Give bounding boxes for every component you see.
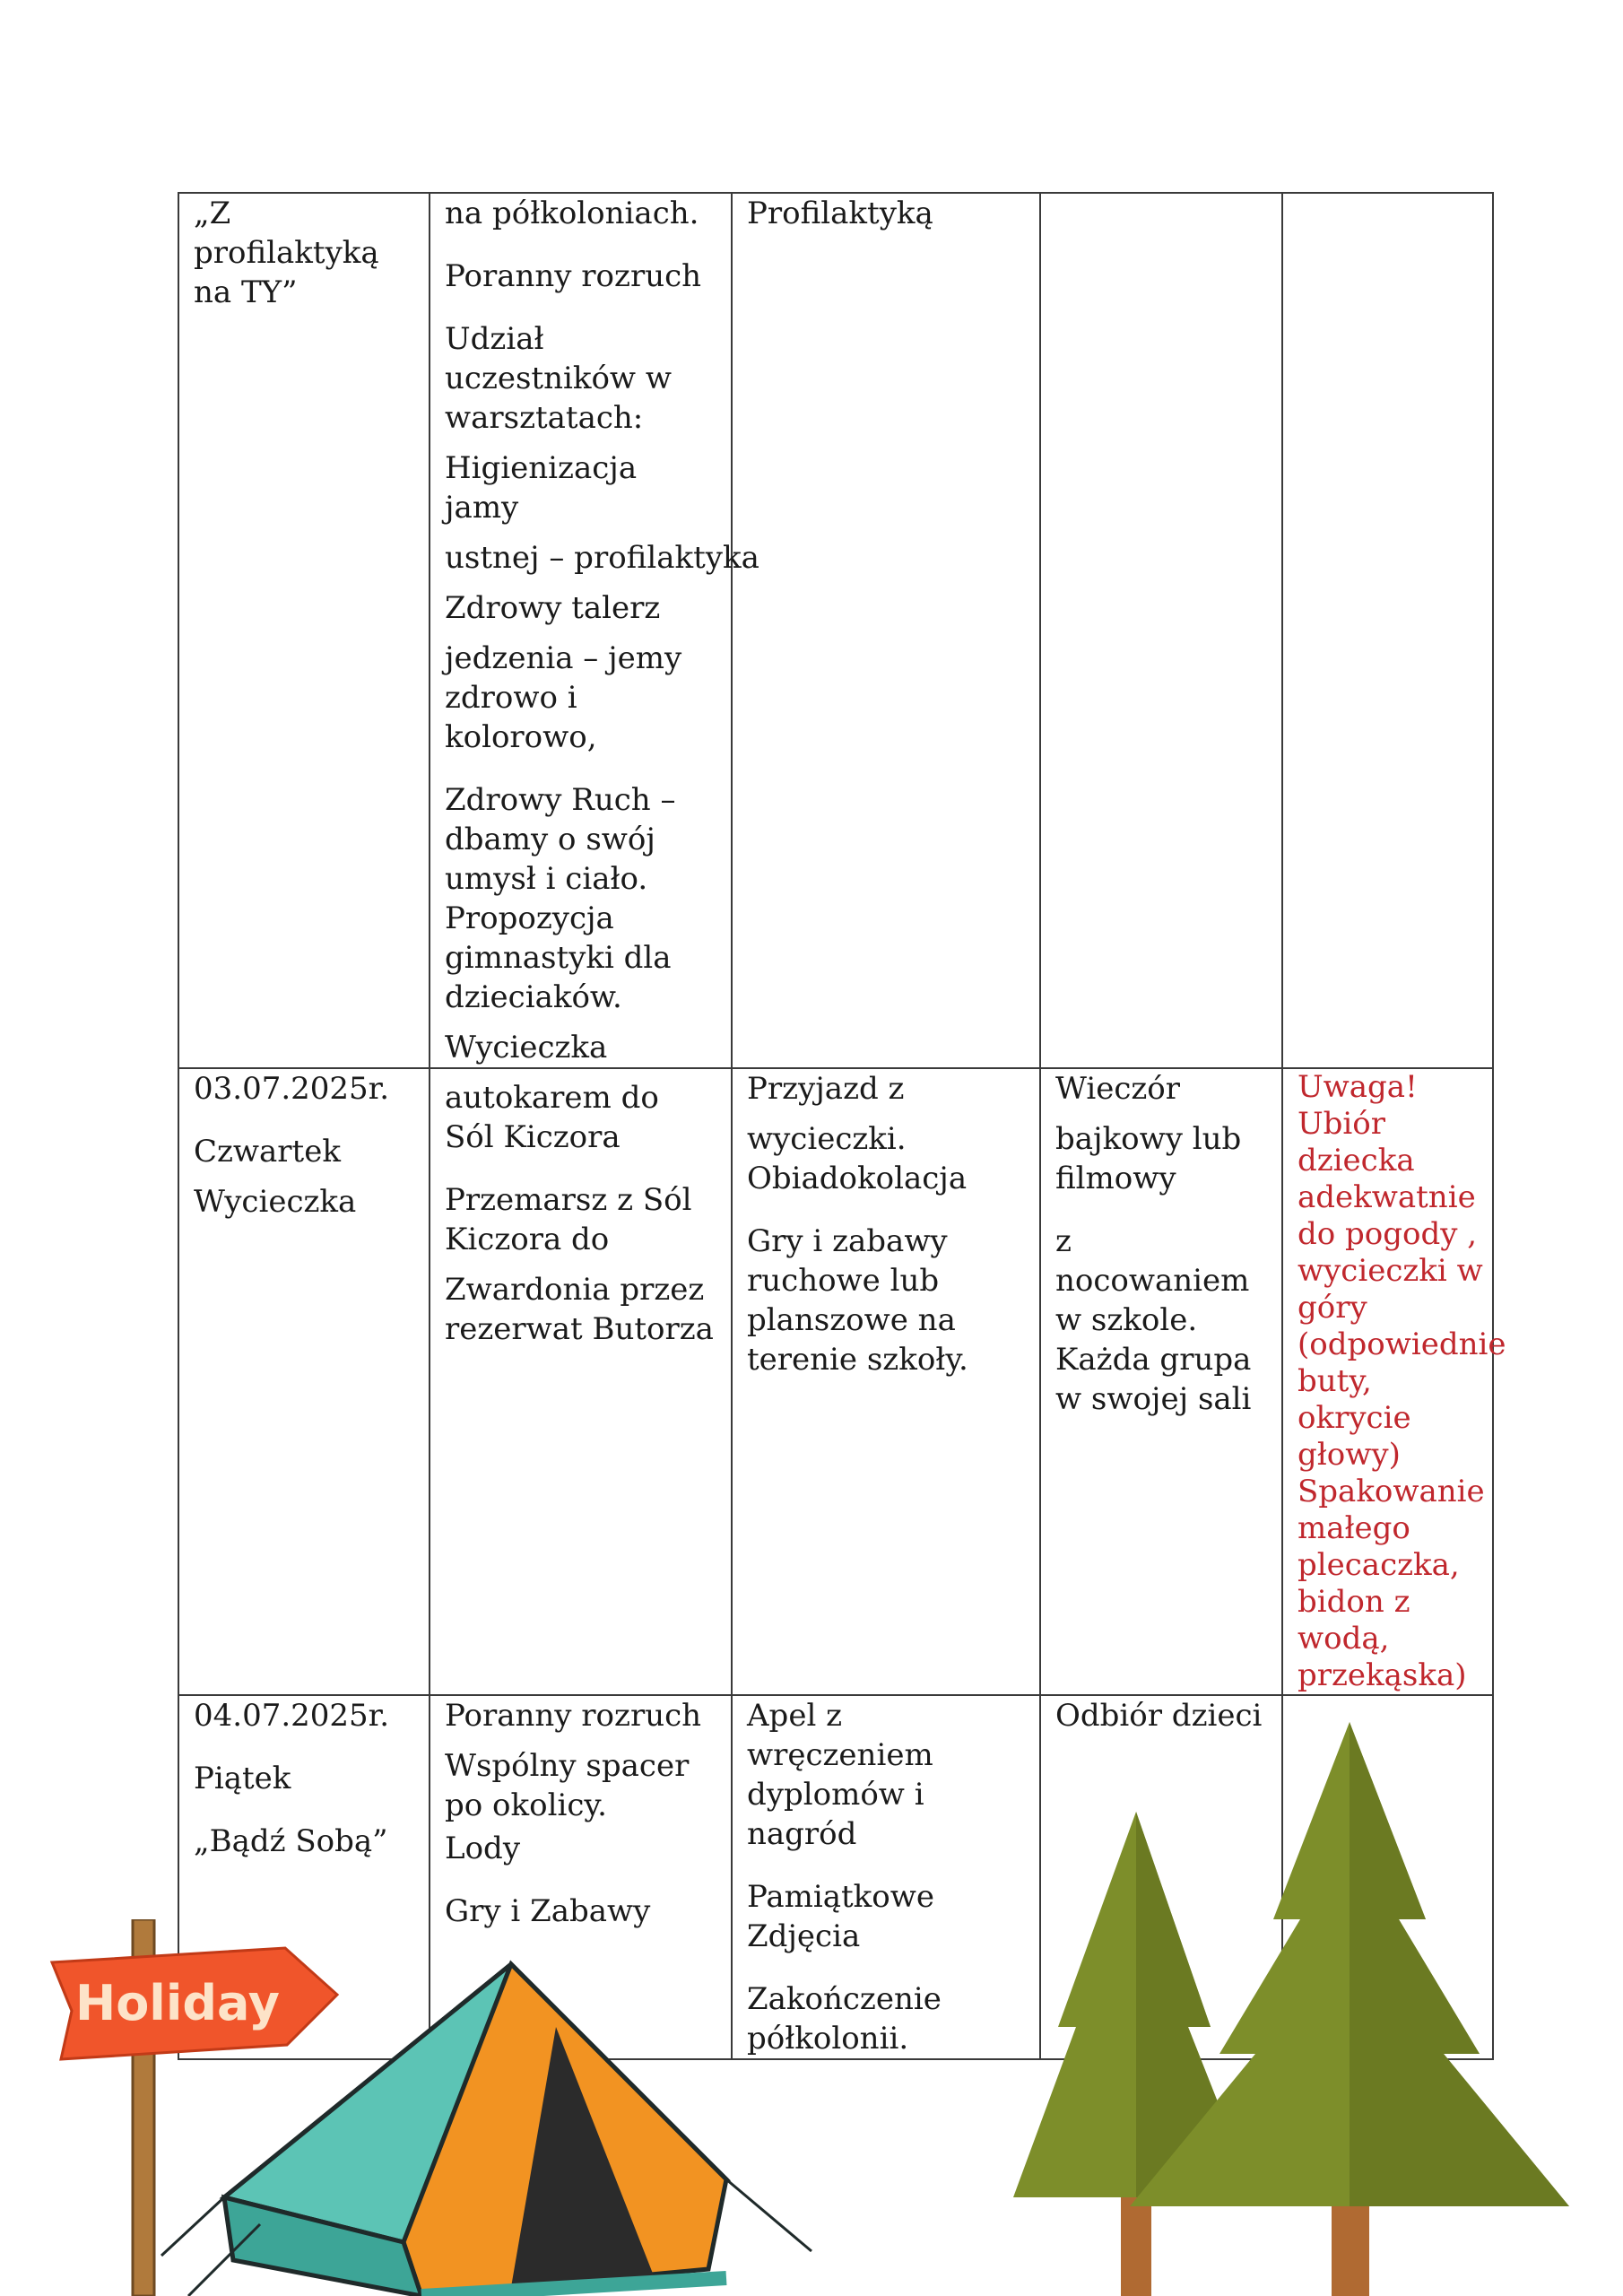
activity-text: Zwardonia przez rezerwat Butorza: [445, 1272, 714, 1347]
activity-text: na półkoloniach.: [445, 196, 699, 231]
tent-icon: [152, 1955, 834, 2296]
day-title: „Z profilaktyką na TY”: [194, 196, 379, 310]
activity-text: Wspólny spacer po okolicy.: [445, 1748, 690, 1823]
notes-cell: [1282, 1068, 1506, 1695]
day-cell: [178, 193, 430, 1068]
activity-text: Higienizacja jamy: [445, 450, 638, 526]
activity-text: Zdrowy talerz: [445, 590, 661, 626]
activity-text: Odbiór dzieci: [1055, 1698, 1263, 1734]
activity-text: z nocowaniem: [1055, 1223, 1250, 1299]
activity-text: Apel z wręczeniem dyplomów i nagród: [747, 1698, 933, 1852]
activity-text: Udział uczestników w warsztatach:: [445, 321, 672, 436]
activity-text: w szkole.: [1055, 1302, 1198, 1338]
day-weekday: Piątek: [194, 1761, 291, 1796]
pine-tree-icon: [977, 1704, 1623, 2296]
activity-text: autokarem do Sól Kiczora: [445, 1080, 659, 1155]
activity-text: Zakończenie półkolonii.: [747, 1981, 942, 2057]
activity-text: Każda grupa w swojej sali: [1055, 1342, 1252, 1417]
activity-text: Lody: [445, 1831, 521, 1866]
activity-text: ustnej – profilaktyka: [445, 540, 759, 576]
activity-text: Przemarsz z Sól Kiczora do: [445, 1182, 692, 1257]
pine-tree-left: [1013, 1812, 1255, 2296]
activity-text: Poranny rozruch: [445, 1698, 702, 1734]
afternoon-activities-cell: [732, 193, 1040, 1068]
activity-text: Gry i zabawy: [747, 1223, 948, 1259]
activity-text: Przyjazd z: [747, 1071, 905, 1107]
day-date: 03.07.2025r.: [194, 1071, 389, 1107]
evening-activities-cell: [1040, 193, 1282, 1068]
day-title: „Bądź Sobą”: [194, 1823, 388, 1859]
activity-text: Zdrowy Ruch – dbamy o swój umysł i ciało. Propozycja gimnastyki dla dzieciaków.: [445, 782, 676, 1015]
activity-text: Wycieczka: [445, 1030, 608, 1065]
notes-cell: [1282, 193, 1493, 1068]
warning-note: Uwaga! Ubiór dziecka adekwatnie do pogody , wycieczki w góry (odpowiednie buty, okrycie głowy) Spakowanie małego plecaczka, bidon z wodą, przekąska): [1298, 1069, 1506, 1693]
morning-activities-cell: [430, 193, 759, 1068]
evening-activities-cell: [1040, 1068, 1282, 1695]
table-row: [178, 193, 1493, 1068]
sign-label: Holiday: [75, 1975, 280, 2031]
afternoon-activities-cell: [732, 1068, 1040, 1695]
activity-text: bajkowy lub filmowy: [1055, 1121, 1242, 1196]
activity-text: Poranny rozruch: [445, 258, 702, 294]
activity-text: ruchowe lub: [747, 1263, 940, 1299]
activity-text: Profilaktyką: [747, 196, 933, 231]
morning-activities-cell: [430, 1068, 732, 1695]
activity-text: Pamiątkowe Zdjęcia: [747, 1879, 934, 1954]
activity-text: Gry i Zabawy: [445, 1893, 651, 1929]
day-weekday: Czwartek: [194, 1134, 341, 1170]
activity-text: wycieczki.: [747, 1121, 907, 1157]
activity-text: jedzenia – jemy zdrowo i kolorowo,: [445, 640, 682, 755]
activity-text: Obiadokolacja: [747, 1161, 968, 1196]
day-title: Wycieczka: [194, 1184, 357, 1220]
day-cell: [178, 1068, 430, 1695]
activity-text: planszowe na terenie szkoły.: [747, 1302, 968, 1378]
activity-text: Wieczór: [1055, 1071, 1181, 1107]
day-date: 04.07.2025r.: [194, 1698, 389, 1734]
table-row: [178, 1068, 1493, 1695]
